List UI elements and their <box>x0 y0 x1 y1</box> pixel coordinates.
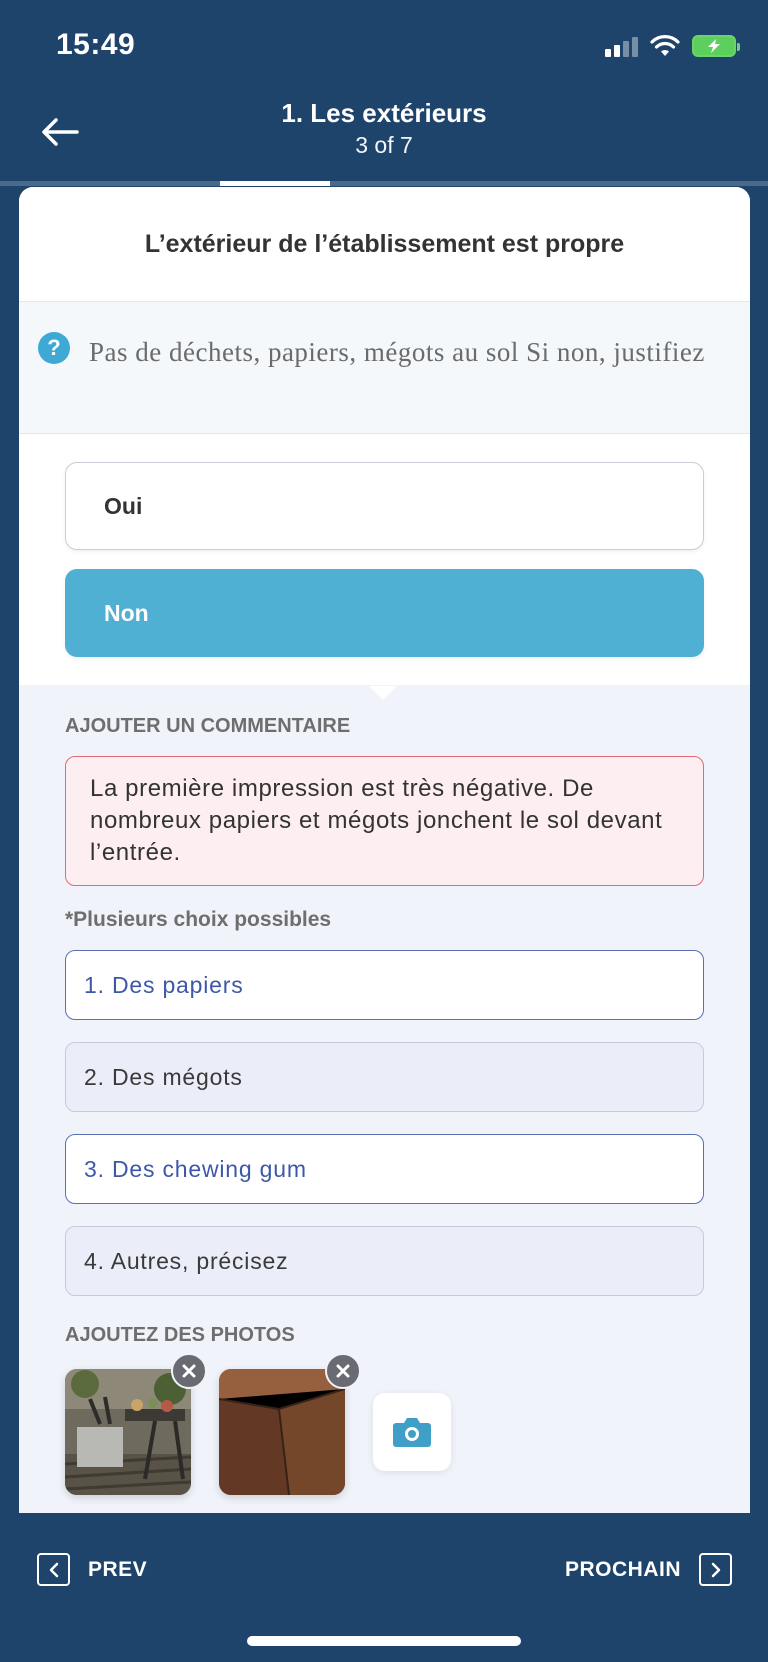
footer-nav <box>0 1513 768 1662</box>
choice-autres[interactable]: 4. Autres, précisez <box>65 1226 704 1296</box>
question-card <box>19 187 750 1513</box>
card-top <box>19 187 750 685</box>
comment-label: AJOUTER UN COMMENTAIRE <box>65 715 351 737</box>
help-text: Pas de déchets, papiers, mégots au sol Si non, justifiez <box>89 337 705 367</box>
question-title: L’extérieur de l’établissement est propre <box>19 187 750 302</box>
progress-fill <box>220 181 330 186</box>
next-label: PROCHAIN <box>564 1557 681 1581</box>
choice-chewing-gum[interactable]: 3. Des chewing gum <box>65 1134 704 1204</box>
photo-thumbnail[interactable] <box>219 1369 345 1495</box>
status-time: 15:49 <box>56 28 136 61</box>
photos-label: AJOUTEZ DES PHOTOS <box>65 1324 295 1346</box>
close-icon[interactable] <box>171 1353 207 1389</box>
photo-list <box>65 1359 704 1495</box>
comment-section <box>19 715 750 1495</box>
battery-charging-icon <box>692 35 736 57</box>
choice-megots[interactable]: 2. Des mégots <box>65 1042 704 1112</box>
tiles-photo <box>219 1369 345 1495</box>
step-counter: 3 of 7 <box>355 132 413 158</box>
signal-icon <box>605 35 638 57</box>
status-bar <box>0 0 768 90</box>
comment-field[interactable]: La première impression est très négative. De nombreux papiers et mégots jonchent le sol devant l’entrée. <box>65 756 704 886</box>
help-box <box>19 302 750 434</box>
terrace-photo <box>65 1369 191 1495</box>
chevron-left-icon <box>37 1553 70 1586</box>
answer-options <box>19 434 750 685</box>
option-non[interactable]: Non <box>65 569 704 657</box>
prev-label: PREV <box>88 1557 148 1581</box>
header <box>0 90 768 182</box>
selection-notch <box>369 686 397 700</box>
choices-hint: *Plusieurs choix possibles <box>65 908 332 931</box>
option-oui[interactable]: Oui <box>65 462 704 550</box>
close-icon[interactable] <box>325 1353 361 1389</box>
prev-button[interactable] <box>37 1553 147 1586</box>
page-title: 1. Les extérieurs <box>281 98 487 128</box>
wifi-icon <box>650 34 680 58</box>
question-icon[interactable]: ? <box>38 332 70 364</box>
photo-thumbnail[interactable] <box>65 1369 191 1495</box>
camera-icon <box>392 1416 432 1448</box>
chevron-right-icon <box>699 1553 732 1586</box>
home-indicator[interactable] <box>247 1636 521 1646</box>
next-button[interactable] <box>565 1553 732 1586</box>
progress-track <box>0 181 768 186</box>
add-photo-button[interactable] <box>373 1393 451 1471</box>
choice-papiers[interactable]: 1. Des papiers <box>65 950 704 1020</box>
status-icons <box>605 34 736 58</box>
